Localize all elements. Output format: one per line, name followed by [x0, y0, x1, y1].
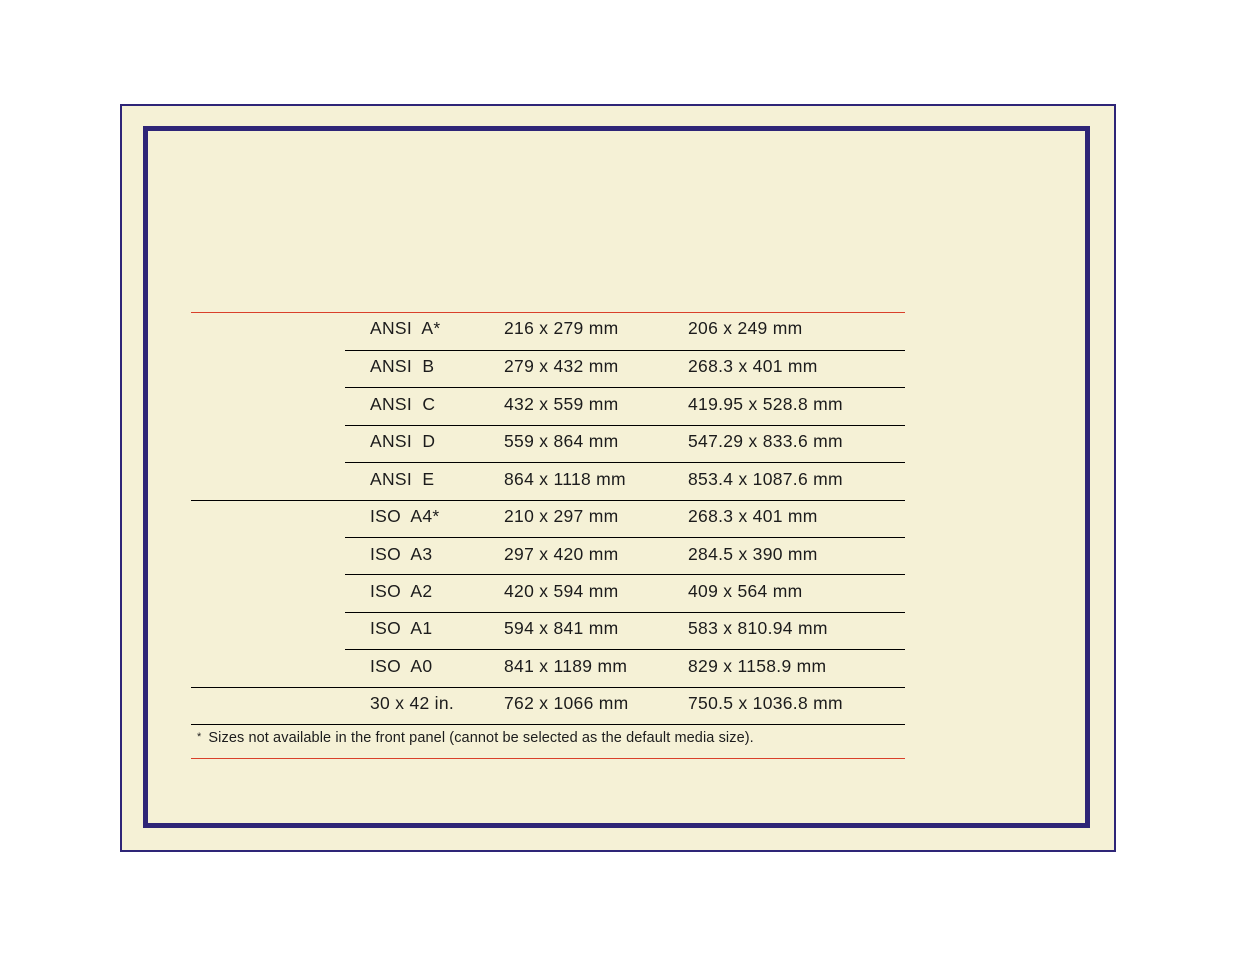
size-name: ISO A2: [370, 581, 433, 601]
size-name: ANSI D: [370, 431, 436, 451]
table-bottom-rule: [191, 758, 905, 759]
printable-dimensions: 206 x 249 mm: [688, 318, 803, 338]
footnote: [197, 730, 754, 746]
paper-dimensions: 297 x 420 mm: [504, 544, 619, 564]
printable-dimensions: 268.3 x 401 mm: [688, 356, 818, 376]
footnote-divider: [191, 724, 905, 725]
size-name: ISO A3: [370, 544, 433, 564]
table-row: [191, 575, 905, 612]
size-name: ISO A4*: [370, 506, 440, 526]
paper-dimensions: 216 x 279 mm: [504, 318, 619, 338]
paper-dimensions: 864 x 1118 mm: [504, 469, 626, 489]
size-name: ANSI A*: [370, 318, 441, 338]
table-row: [191, 388, 905, 425]
table-row: [191, 350, 905, 387]
paper-dimensions: 420 x 594 mm: [504, 581, 619, 601]
table-row: [191, 312, 905, 349]
footnote-text: Sizes not available in the front panel (cannot be selected as the default media size).: [208, 730, 754, 746]
paper-dimensions: 762 x 1066 mm: [504, 693, 629, 713]
printable-dimensions: 284.5 x 390 mm: [688, 544, 818, 564]
printable-dimensions: 583 x 810.94 mm: [688, 618, 828, 638]
printable-dimensions: 419.95 x 528.8 mm: [688, 394, 843, 414]
table-row: [191, 687, 905, 724]
size-name: ANSI B: [370, 356, 435, 376]
size-name: ANSI E: [370, 469, 435, 489]
table-row: [191, 538, 905, 575]
paper-dimensions: 594 x 841 mm: [504, 618, 619, 638]
table-row: [191, 425, 905, 462]
printable-dimensions: 829 x 1158.9 mm: [688, 656, 827, 676]
paper-dimensions: 279 x 432 mm: [504, 356, 619, 376]
paper-dimensions: 559 x 864 mm: [504, 431, 619, 451]
printable-dimensions: 547.29 x 833.6 mm: [688, 431, 843, 451]
table-row: [191, 650, 905, 687]
printable-dimensions: 268.3 x 401 mm: [688, 506, 818, 526]
paper-dimensions: 841 x 1189 mm: [504, 656, 628, 676]
printable-dimensions: 853.4 x 1087.6 mm: [688, 469, 843, 489]
table-row: [191, 463, 905, 500]
table-row: [191, 612, 905, 649]
printable-dimensions: 750.5 x 1036.8 mm: [688, 693, 843, 713]
paper-dimensions: 210 x 297 mm: [504, 506, 619, 526]
size-name: ISO A1: [370, 618, 433, 638]
printable-dimensions: 409 x 564 mm: [688, 581, 803, 601]
paper-dimensions: 432 x 559 mm: [504, 394, 619, 414]
size-name: 30 x 42 in.: [370, 693, 455, 713]
size-name: ANSI C: [370, 394, 436, 414]
size-name: ISO A0: [370, 656, 433, 676]
footnote-marker: *: [197, 731, 202, 743]
table-row: [191, 500, 905, 537]
